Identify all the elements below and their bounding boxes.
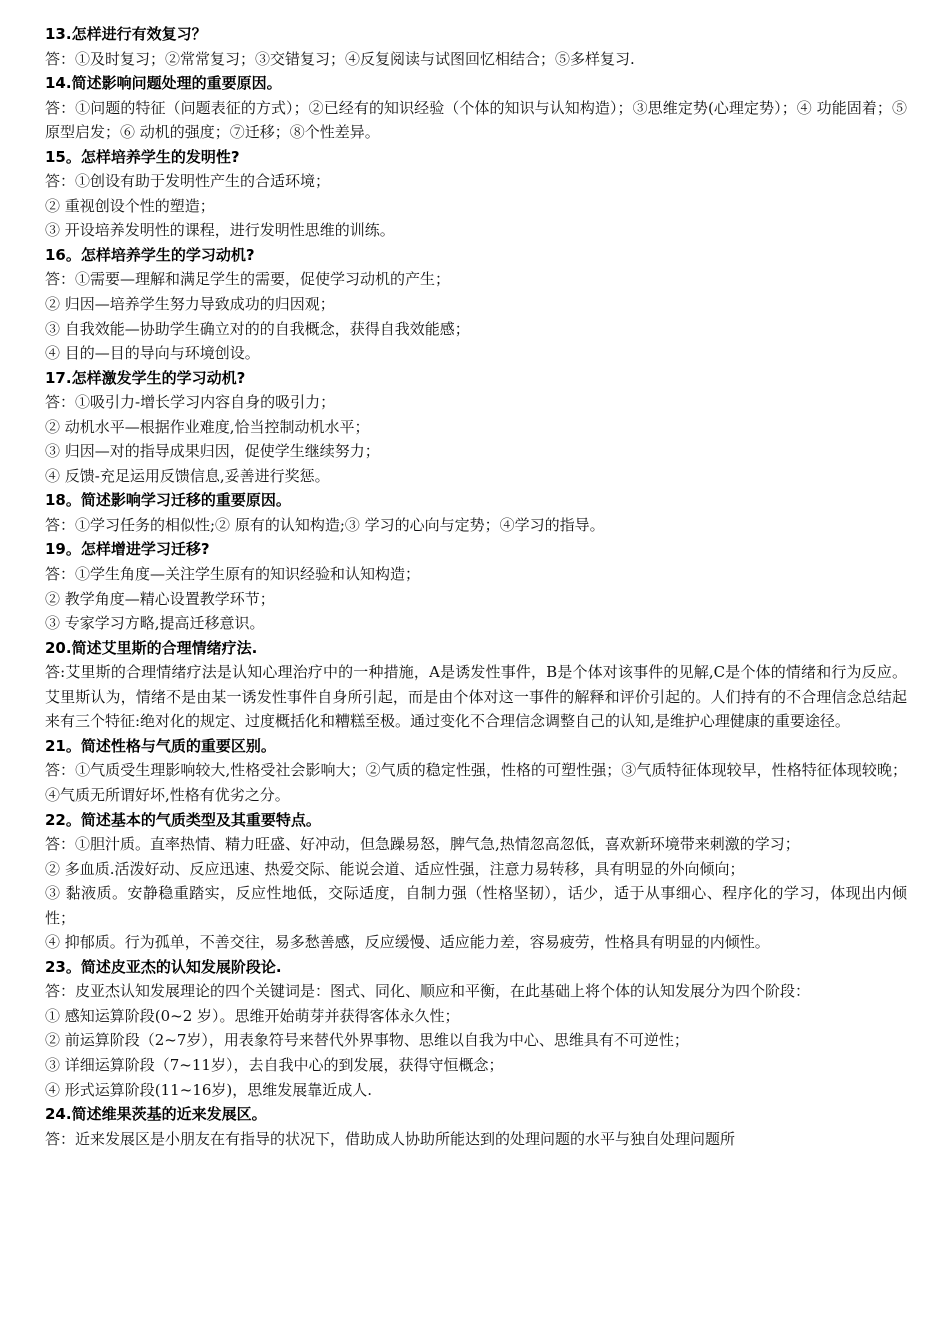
answer-paragraph: 答：①学习任务的相似性;② 原有的认知构造;③ 学习的心向与定势；④学习的指导。 — [45, 515, 605, 534]
answer-point: ② 多血质.活泼好动、反应迅速、热爱交际、能说会道、适应性强，注意力易转移，具有明显的外向倾向； — [45, 859, 745, 878]
question-heading: 15。怎样培养学生的发明性? — [45, 147, 240, 166]
answer-point: ④ 反馈-充足运用反馈信息,妥善进行奖惩。 — [45, 466, 330, 485]
answer-point: ② 教学角度—精心设置教学环节； — [45, 589, 275, 608]
answer-point: ④ 目的—目的导向与环境创设。 — [45, 344, 260, 363]
answer-paragraph: 答：皮亚杰认知发展理论的四个关键词是：图式、同化、顺应和平衡，在此基础上将个体的认知发展分为四个阶段： — [45, 982, 811, 1001]
question-heading: 16。怎样培养学生的学习动机? — [45, 245, 255, 264]
answer-point: ④ 形式运算阶段(11~16岁)，思维发展靠近成人. — [45, 1080, 372, 1099]
question-heading: 18。简述影响学习迁移的重要原因。 — [45, 491, 291, 510]
question-heading: 22。简述基本的气质类型及其重要特点。 — [45, 810, 321, 829]
question-heading: 20.简述艾里斯的合理情绪疗法. — [45, 638, 258, 657]
answer-paragraph: 答：①需要—理解和满足学生的需要，促使学习动机的产生； — [45, 270, 451, 289]
document-page — [45, 22, 907, 1151]
answer-point: ① 感知运算阶段(0~2 岁）。思维开始萌芽并获得客体永久性； — [45, 1006, 460, 1025]
answer-point: ③ 专家学习方略,提高迁移意识。 — [45, 614, 265, 633]
question-heading: 14.简述影响问题处理的重要原因。 — [45, 74, 282, 93]
question-heading: 13.怎样进行有效复习？ — [45, 25, 207, 43]
question-heading: 23。简述皮亚杰的认知发展阶段论. — [45, 957, 282, 976]
answer-point: ④ 抑郁质。行为孤单，不善交往，易多愁善感，反应缓慢、适应能力差，容易疲劳，性格具有明显的内倾性。 — [45, 933, 770, 952]
answer-point: ③ 自我效能—协助学生确立对的的自我概念，获得自我效能感； — [45, 319, 470, 338]
answer-point: ② 重视创设个性的塑造； — [45, 196, 215, 215]
answer-point: ② 前运算阶段（2~7岁），用表象符号来替代外界事物、思维以自我为中心、思维具有不可逆性； — [45, 1031, 689, 1050]
question-heading: 17.怎样激发学生的学习动机? — [45, 368, 246, 387]
question-heading: 24.简述维果茨基的近来发展区。 — [45, 1105, 267, 1124]
answer-point: ③ 开设培养发明性的课程，进行发明性思维的训练。 — [45, 221, 395, 240]
answer-paragraph: 答：①吸引力-增长学习内容自身的吸引力； — [45, 393, 336, 412]
answer-paragraph: 答：①创设有助于发明性产生的合适环境； — [45, 172, 331, 191]
question-heading: 19。怎样增进学习迁移? — [45, 540, 210, 559]
answer-paragraph: 答:艾里斯的合理情绪疗法是认知心理治疗中的一种措施，A是诱发性事件，B是个体对该事件的见解,C是个体的情绪和行为反应。艾里斯认为，情绪不是由某一诱发性事件自身所引起，而是由个体对这一事件的解释和评价引起的。人们持有的不合理信念总结起来有三个特征:绝对化的规定、过度概括化和糟糕至极。通过变化不合理信念调整自己的认知,是维护心理健康的重要途径。 — [45, 663, 907, 731]
answer-point: ② 归因—培养学生努力导致成功的归因观； — [45, 295, 335, 314]
answer-paragraph: 答：①及时复习；②常常复习；③交错复习；④反复阅读与试图回忆相结合；⑤多样复习. — [45, 49, 635, 68]
answer-paragraph: 答：近来发展区是小朋友在有指导的状况下，借助成人协助所能达到的处理问题的水平与独自处理问题所 — [45, 1129, 736, 1148]
question-heading: 21。简述性格与气质的重要区别。 — [45, 736, 276, 755]
answer-point: ③ 归因—对的指导成果归因，促使学生继续努力； — [45, 442, 380, 461]
answer-paragraph: 答：①学生角度—关注学生原有的知识经验和认知构造； — [45, 565, 421, 584]
answer-paragraph: 答：①胆汁质。直率热情、精力旺盛、好冲动，但急躁易怒，脾气急,热情忽高忽低，喜欢新环境带来刺激的学习； — [45, 835, 800, 854]
answer-point: ② 动机水平—根据作业难度,恰当控制动机水平； — [45, 417, 370, 436]
answer-paragraph: 答：①问题的特征（问题表征的方式）；②已经有的知识经验（个体的知识与认知构造）；③思维定势(心理定势）；④ 功能固着；⑤原型启发；⑥ 动机的强度；⑦迁移；⑧个性差异。 — [45, 98, 907, 142]
answer-paragraph: 答：①气质受生理影响较大,性格受社会影响大；②气质的稳定性强，性格的可塑性强；③气质特征体现较早，性格特征体现较晚；④气质无所谓好坏,性格有优劣之分。 — [45, 761, 907, 804]
answer-point: ③ 详细运算阶段（7~11岁），去自我中心的到发展，获得守恒概念； — [45, 1055, 504, 1074]
answer-point: ③ 黏液质。安静稳重踏实，反应性地低，交际适度，自制力强（性格坚韧），话少，适于从事细心、程序化的学习，体现出内倾性； — [45, 884, 907, 927]
